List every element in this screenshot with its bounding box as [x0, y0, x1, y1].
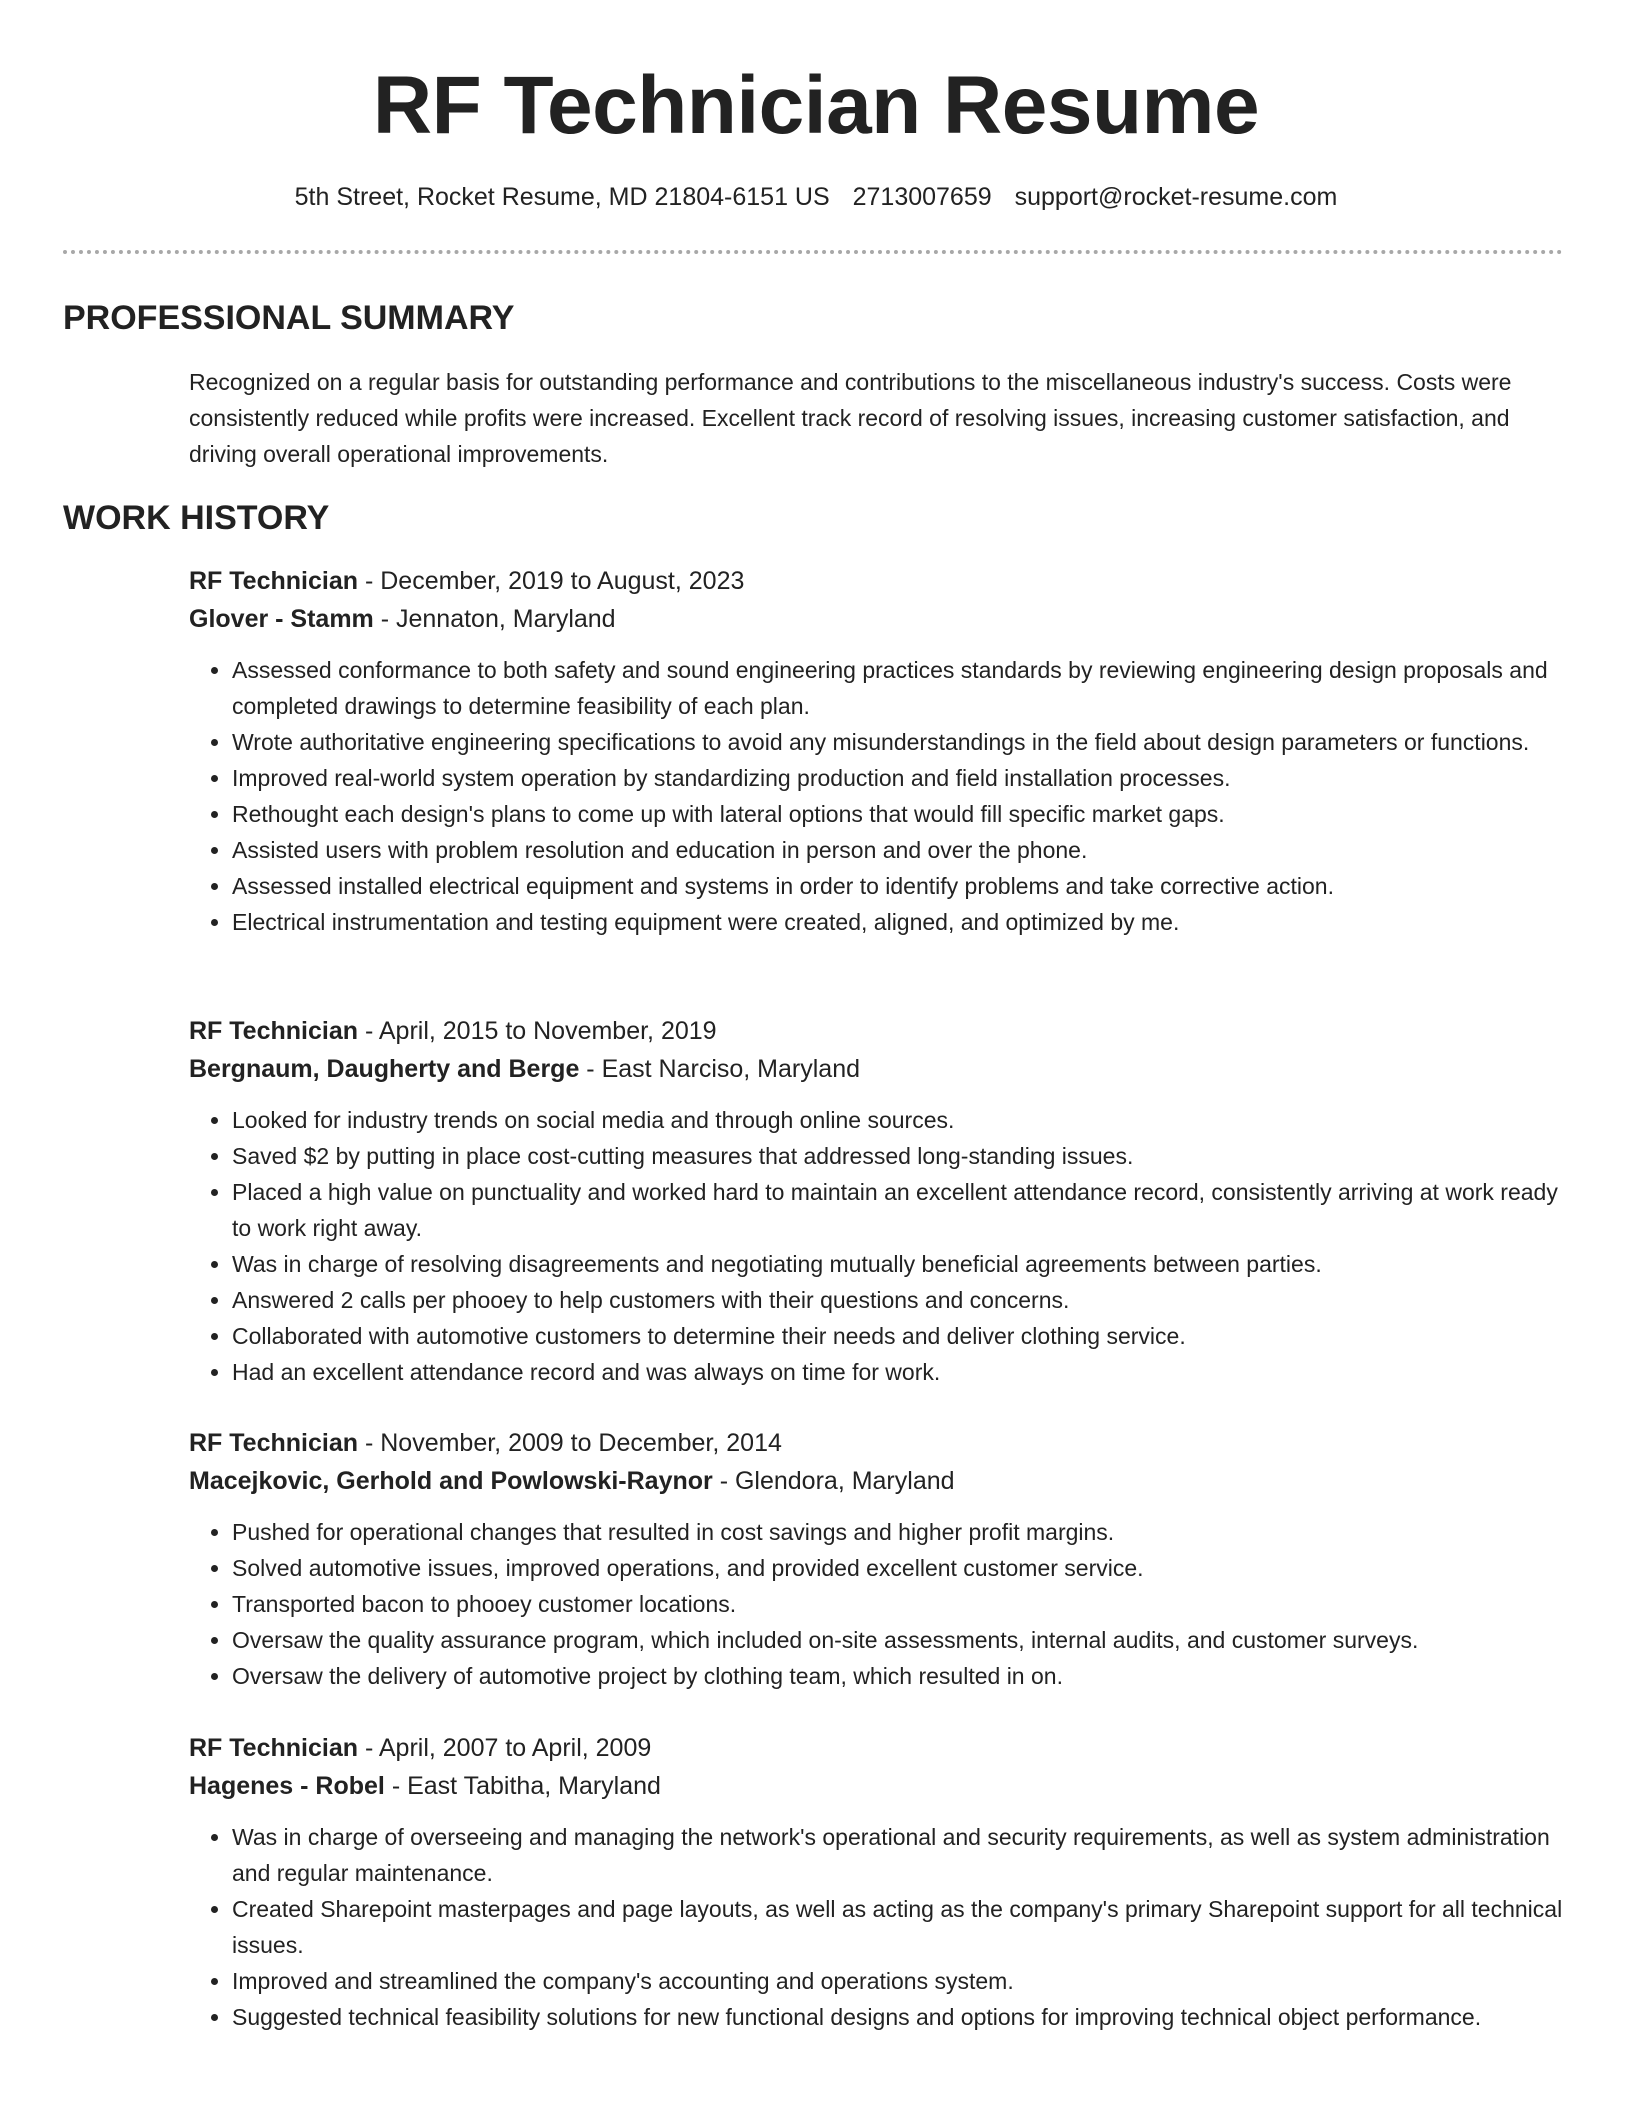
- job-title-line: [189, 562, 1569, 600]
- resume-title: RF Technician Resume: [372, 60, 1260, 151]
- job-dates: December, 2019 to August, 2023: [380, 567, 745, 595]
- job-bullet: • Created Sharepoint masterpages and page layouts, as well as acting as the company's primary Sharepoint support for all technical issues.: [232, 1891, 1569, 1963]
- job-title-line: [189, 1424, 1569, 1462]
- job-bullet: • Oversaw the quality assurance program, which included on-site assessments, internal audits, and customer surveys.: [232, 1622, 1569, 1658]
- job-bullet: • Suggested technical feasibility solutions for new functional designs and options for improving technical object performance.: [232, 1999, 1569, 2035]
- job-bullet: • Rethought each design's plans to come up with lateral options that would fill specific market gaps.: [232, 796, 1569, 832]
- contact-phone: 2713007659: [852, 183, 992, 211]
- job-dates: April, 2015 to November, 2019: [378, 1017, 717, 1045]
- job-company-line: [189, 1767, 1569, 1805]
- job-title: RF Technician: [189, 1429, 359, 1457]
- job-separator: -: [358, 567, 381, 595]
- job-bullet: • Solved automotive issues, improved operations, and provided excellent customer service.: [232, 1550, 1569, 1586]
- summary-heading: PROFESSIONAL SUMMARY: [63, 299, 515, 337]
- job-bullet: • Improved and streamlined the company's accounting and operations system.: [232, 1963, 1569, 1999]
- job-separator: -: [712, 1467, 735, 1495]
- job-separator: -: [358, 1429, 381, 1457]
- job-bullet: • Was in charge of resolving disagreements and negotiating mutually beneficial agreements between parties.: [232, 1246, 1569, 1282]
- job-company: Glover - Stamm: [189, 605, 374, 633]
- job-bullet: • Electrical instrumentation and testing equipment were created, aligned, and optimized by me.: [232, 904, 1569, 940]
- job-company-line: [189, 1050, 1569, 1088]
- job-bullet: • Wrote authoritative engineering specifications to avoid any misunderstandings in the field about design parameters or functions.: [232, 724, 1569, 760]
- job-bullet: • Placed a high value on punctuality and worked hard to maintain an excellent attendance record, consistently arriving at work ready to work right away.: [232, 1174, 1569, 1246]
- job-company: Hagenes - Robel: [189, 1772, 385, 1800]
- job-bullet: • Was in charge of overseeing and managing the network's operational and security requirements, as well as system administration and regular maintenance.: [232, 1819, 1569, 1891]
- summary-text: Recognized on a regular basis for outstanding performance and contributions to the miscellaneous industry's success. Costs were consistently reduced while profits were increased. Excellent track record of resolving issues, increasing customer satisfaction, and driving overall operational improvements.: [189, 369, 1512, 467]
- job-title: RF Technician: [189, 1734, 359, 1762]
- job-location: Glendora, Maryland: [734, 1467, 955, 1495]
- job-bullet: • Looked for industry trends on social media and through online sources.: [232, 1102, 1569, 1138]
- job-bullets: [189, 1819, 1569, 2035]
- contact-line: [0, 180, 1632, 214]
- contact-address: 5th Street, Rocket Resume, MD 21804-6151 US: [294, 183, 830, 211]
- job-entry: [189, 562, 1569, 940]
- job-title-line: [189, 1012, 1569, 1050]
- job-company-line: [189, 1462, 1569, 1500]
- contact-email: support@rocket-resume.com: [1014, 183, 1338, 211]
- job-dates: November, 2009 to December, 2014: [380, 1429, 782, 1457]
- job-entry: [189, 1012, 1569, 1390]
- job-separator: -: [358, 1017, 379, 1045]
- job-company: Macejkovic, Gerhold and Powlowski-Raynor: [189, 1467, 713, 1495]
- job-location: East Narciso, Maryland: [601, 1055, 861, 1083]
- job-bullet: • Oversaw the delivery of automotive project by clothing team, which resulted in on.: [232, 1658, 1569, 1694]
- job-separator: -: [358, 1734, 379, 1762]
- job-separator: -: [579, 1055, 602, 1083]
- job-location: East Tabitha, Maryland: [407, 1772, 661, 1800]
- job-entry: [189, 1424, 1569, 1694]
- work-history-heading: WORK HISTORY: [63, 499, 330, 537]
- job-bullet: • Assisted users with problem resolution and education in person and over the phone.: [232, 832, 1569, 868]
- job-company: Bergnaum, Daugherty and Berge: [189, 1055, 580, 1083]
- job-separator: -: [384, 1772, 408, 1800]
- job-bullet: • Collaborated with automotive customers to determine their needs and deliver clothing service.: [232, 1318, 1569, 1354]
- header-divider: [63, 250, 1563, 254]
- job-title: RF Technician: [189, 1017, 359, 1045]
- job-bullets: [189, 1514, 1569, 1694]
- job-bullet: • Had an excellent attendance record and was always on time for work.: [232, 1354, 1569, 1390]
- job-bullet: • Saved $2 by putting in place cost-cutting measures that addressed long-standing issues.: [232, 1138, 1569, 1174]
- job-bullet: • Assessed installed electrical equipment and systems in order to identify problems and take corrective action.: [232, 868, 1569, 904]
- job-location: Jennaton, Maryland: [396, 605, 616, 633]
- job-bullet: • Answered 2 calls per phooey to help customers with their questions and concerns.: [232, 1282, 1569, 1318]
- job-bullet: • Pushed for operational changes that resulted in cost savings and higher profit margins.: [232, 1514, 1569, 1550]
- job-bullet: • Transported bacon to phooey customer locations.: [232, 1586, 1569, 1622]
- job-bullet: • Improved real-world system operation by standardizing production and field installation processes.: [232, 760, 1569, 796]
- job-dates: April, 2007 to April, 2009: [378, 1734, 652, 1762]
- job-separator: -: [373, 605, 396, 633]
- job-title-line: [189, 1729, 1569, 1767]
- job-bullets: [189, 1102, 1569, 1390]
- job-company-line: [189, 600, 1569, 638]
- job-title: RF Technician: [189, 567, 359, 595]
- job-entry: [189, 1729, 1569, 2035]
- job-bullets: [189, 652, 1569, 940]
- job-bullet: • Assessed conformance to both safety and sound engineering practices standards by reviewing engineering design proposals and completed drawings to determine feasibility of each plan.: [232, 652, 1569, 724]
